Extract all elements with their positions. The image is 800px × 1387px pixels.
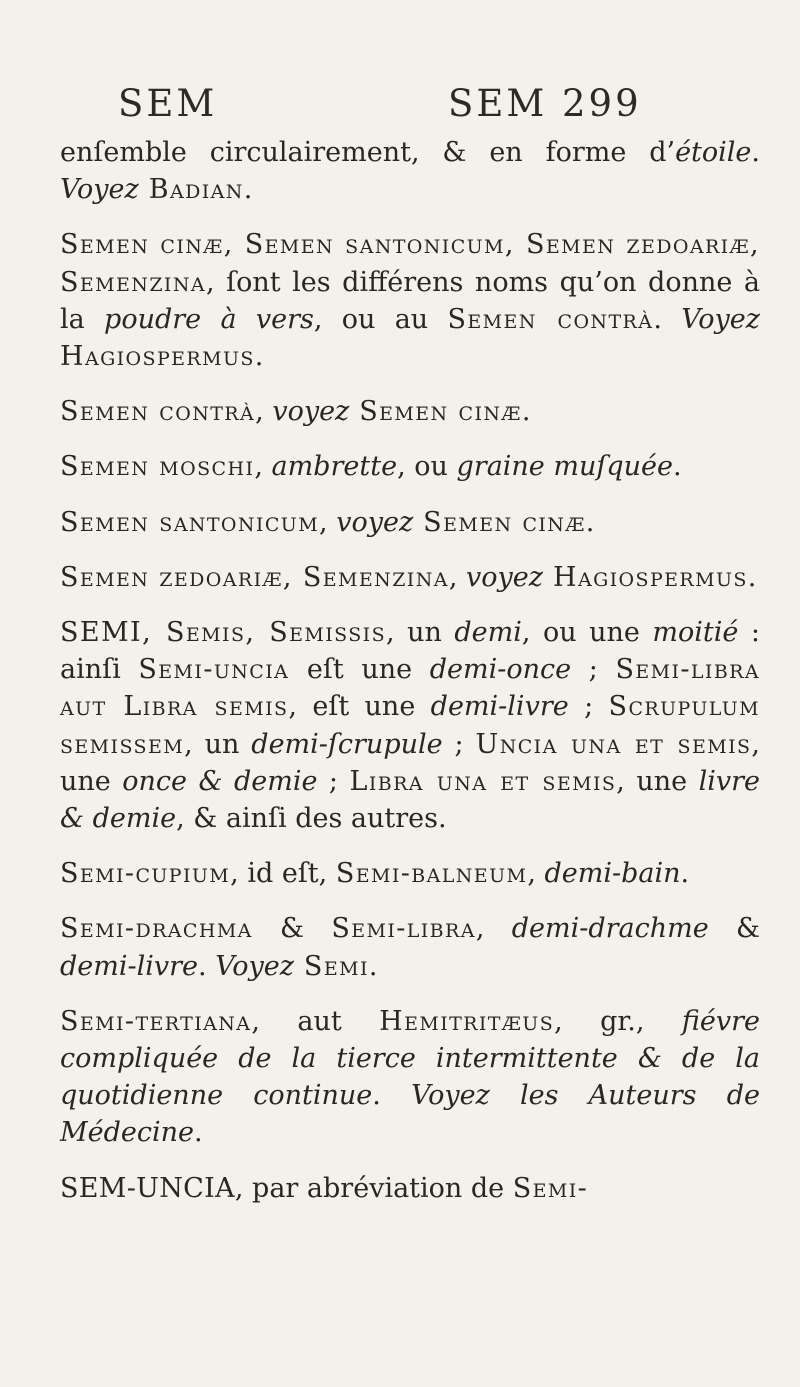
cross-reference: Voyez: [681, 303, 760, 335]
text-italic: once & demie: [122, 765, 318, 797]
text-italic: demi-drachme: [511, 913, 709, 945]
text-run: ,: [527, 858, 545, 890]
text-run: ;: [571, 654, 616, 686]
entry-semi-cupium: [60, 855, 760, 892]
text-run: , aut: [251, 1005, 380, 1037]
text-run: , ou une: [521, 617, 653, 649]
headword: Semen cinæ, Semen santonicum, Semen zedoariæ, Semenzina: [60, 229, 760, 298]
headword: SEMI, Semis, Semissis: [60, 617, 386, 649]
text-italic: demi: [454, 617, 522, 649]
text-run: , ſont les différens noms qu’on donne à la: [60, 266, 760, 335]
entry-semen-zedoariae: [60, 559, 760, 596]
headword: Semi-cupium: [60, 858, 231, 890]
text-run: , un: [386, 617, 455, 649]
text-italic: demi-bain: [544, 858, 681, 890]
text-run: ;: [442, 728, 476, 760]
cross-reference: Voyez: [60, 174, 139, 206]
headword: Semen contrà: [60, 396, 256, 428]
text-italic: moitié: [652, 617, 739, 649]
header-right: SEM 299: [448, 82, 642, 125]
text-run: , une: [60, 728, 760, 797]
text-run: , gr.,: [554, 1005, 682, 1037]
reference-target: Hagiospermus.: [60, 341, 265, 373]
text-run: .: [673, 451, 682, 483]
text-run: ,: [448, 561, 467, 593]
headword: Semi-drachma: [60, 913, 253, 945]
reference-target: Semen cinæ.: [413, 506, 596, 538]
text-run: .: [653, 303, 682, 335]
header-left: SEM: [118, 82, 218, 125]
cross-reference: voyez: [466, 561, 544, 593]
text-italic: demi-livre: [430, 691, 569, 723]
entry-semen-santonicum: [60, 504, 760, 541]
term: Hemitritæus: [379, 1005, 555, 1037]
text-run: .: [194, 1117, 203, 1149]
text-run: enſemble circulairement, & en forme d’: [60, 137, 676, 168]
entry-semen-contra: [60, 393, 760, 430]
entry-semi: [60, 614, 760, 837]
reference-target: Semi.: [293, 950, 379, 982]
headword: Semen contrà: [447, 303, 654, 335]
term: Scrupulum semissem: [60, 691, 761, 760]
text-run: ,: [254, 451, 272, 483]
headword: Semi-libra: [331, 913, 476, 945]
entry-semi-drachma: [60, 910, 760, 984]
headword: Semen santonicum: [60, 506, 320, 538]
text-run: : ainſi: [60, 617, 760, 686]
entry-semi-tertiana: [60, 1003, 760, 1152]
headword: SEM-UNCIA: [60, 1172, 235, 1204]
text-run: , eſt une: [288, 691, 431, 723]
text-italic: ambrette: [271, 451, 398, 483]
text-run: , & ainſi des autres.: [176, 803, 447, 835]
entry-continuation: [60, 134, 760, 208]
text-italic: graine muſquée: [456, 451, 673, 483]
entry-sem-uncia: [60, 1170, 760, 1207]
cross-reference: voyez: [336, 506, 414, 538]
text-run: , ou au: [313, 303, 448, 335]
text-run: ,: [475, 913, 512, 945]
headword: Semen moschi: [60, 451, 255, 483]
headword: Semi-tertiana: [60, 1005, 252, 1037]
term: Uncia una et semis: [475, 728, 752, 760]
page-body: [60, 134, 760, 1207]
term: Semi-libra aut Libra semis: [60, 654, 761, 723]
term: Semi-balneum: [335, 858, 528, 890]
reference-target: Hagiospermus.: [543, 561, 758, 593]
text-run: .: [680, 858, 690, 890]
reference-target: Semen cinæ.: [349, 396, 532, 428]
text-italic: livre & demie: [60, 765, 761, 835]
text-run: , ou: [397, 451, 457, 483]
text-run: , un: [184, 728, 252, 760]
entry-semen-cinae: [60, 226, 760, 375]
text-run: , par abréviation de: [234, 1172, 513, 1204]
term: Semi-uncia: [138, 654, 290, 686]
reference-target: Badian.: [138, 174, 254, 206]
text-run: , id eſt,: [230, 858, 336, 890]
text-run: eſt une: [289, 654, 430, 686]
text-italic: fiévre compliquée de la tierce intermittente & de la quotidienne continue: [60, 1005, 760, 1112]
cross-reference: Voyez les Auteurs de Médecine: [60, 1080, 760, 1149]
text-run: &: [252, 913, 332, 945]
text-run: ;: [568, 691, 609, 723]
cross-reference: voyez: [272, 396, 350, 428]
text-run: .: [751, 137, 760, 168]
term: Semi-: [512, 1172, 589, 1204]
text-italic: demi-ſcrupule: [251, 728, 443, 760]
text-italic: étoile: [675, 137, 752, 168]
text-italic: poudre à vers: [104, 303, 314, 335]
text-italic: demi-once: [429, 654, 572, 686]
text-run: ,: [255, 396, 273, 428]
text-run: , une: [616, 765, 699, 797]
text-run: &: [708, 913, 760, 945]
cross-reference: Voyez: [215, 950, 294, 982]
text-run: ;: [317, 765, 350, 797]
text-run: .: [372, 1080, 412, 1112]
entry-semen-moschi: [60, 448, 760, 485]
term: Libra una et semis: [349, 765, 617, 797]
text-run: ,: [319, 506, 337, 538]
text-run: .: [198, 950, 216, 982]
headword: Semen zedoariæ, Semenzina: [60, 561, 449, 593]
text-italic: demi-livre: [60, 950, 199, 982]
